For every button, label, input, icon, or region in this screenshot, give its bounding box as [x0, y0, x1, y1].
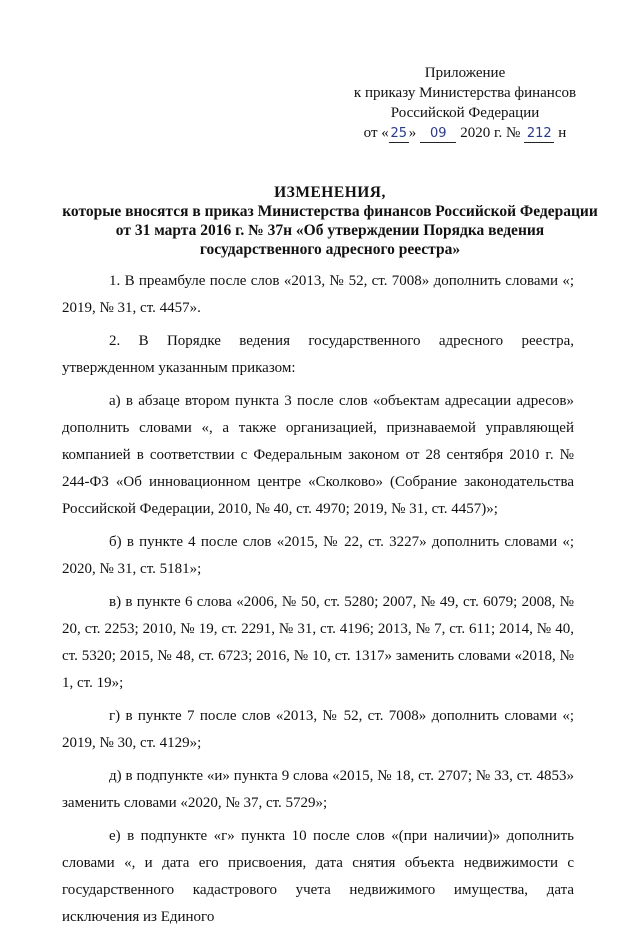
heading-line-4: государственного адресного реестра» [199, 241, 461, 258]
paragraph-2v: в) в пункте 6 слова «2006, № 50, ст. 5280; 2007, № 49, ст. 6079; 2008, № 20, ст. 2253; 2010, № 19, ст. 2291, № 31, ст. 4196; 2013, № 7, ст. 611; 2014, № 40, ст. 5320; 2015, № 48, ст. 6723; 2016, № 10, ст. 1317» заменить словами «2018, № 1, ст. 19»; [62, 594, 574, 691]
paragraph-1: 1. В преамбуле после слов «2013, № 52, ст. 7008» дополнить словами «; 2019, № 31, ст. 4457». [62, 273, 574, 316]
date-prefix: от « [363, 125, 389, 141]
appendix-block [340, 63, 590, 143]
date-day: 25 [390, 126, 408, 141]
date-month: 09 [420, 126, 456, 143]
order-number: 212 [524, 126, 554, 143]
appendix-label: Приложение [424, 65, 506, 81]
paragraph-2b: б) в пункте 4 после слов «2015, № 22, ст. 3227» дополнить словами «; 2020, № 31, ст. 5181»; [62, 534, 574, 577]
heading-line-2: которые вносятся в приказ Министерства финансов Российской Федерации [62, 203, 598, 220]
document-heading [40, 183, 620, 259]
appendix-date-line [340, 123, 590, 143]
paragraph-2a: а) в абзаце втором пункта 3 после слов «объектам адресации адресов» дополнить словами «, а также организацией, признаваемой управляющей компанией в соответствии с Федеральным законом от 28 сентября 2010 г. № 244-ФЗ «Об инновационном центре «Сколково» (Собрание законодательства Российской Федерации, 2010, № 40, ст. 4970; 2019, № 31, ст. 4457)»; [62, 393, 574, 517]
order-suffix: н [558, 125, 567, 141]
appendix-order-ref: к приказу Министерства финансов [353, 85, 577, 101]
appendix-country: Российской Федерации [390, 105, 540, 121]
paragraph-2: 2. В Порядке ведения государственного адресного реестра, утвержденном указанным приказом: [62, 333, 574, 376]
date-year: 2020 г. № [460, 125, 521, 141]
heading-line-3: от 31 марта 2016 г. № 37н «Об утверждении Порядка ведения [115, 222, 545, 239]
date-day-close: » [408, 125, 417, 141]
heading-title: ИЗМЕНЕНИЯ, [274, 184, 386, 201]
paragraph-2d: д) в подпункте «и» пункта 9 слова «2015, № 18, ст. 2707; № 33, ст. 4853» заменить словами «2020, № 37, ст. 5729»; [62, 768, 574, 811]
paragraph-2e: е) в подпункте «г» пункта 10 после слов «(при наличии)» дополнить словами «, и дата его присвоения, дата снятия объекта недвижимости с государственного кадастрового учета недвижимого имущества, дата исключения из Единого [62, 828, 574, 925]
document-body [62, 268, 574, 937]
paragraph-2g: г) в пункте 7 после слов «2013, № 52, ст. 7008» дополнить словами «; 2019, № 30, ст. 4129»; [62, 708, 574, 751]
